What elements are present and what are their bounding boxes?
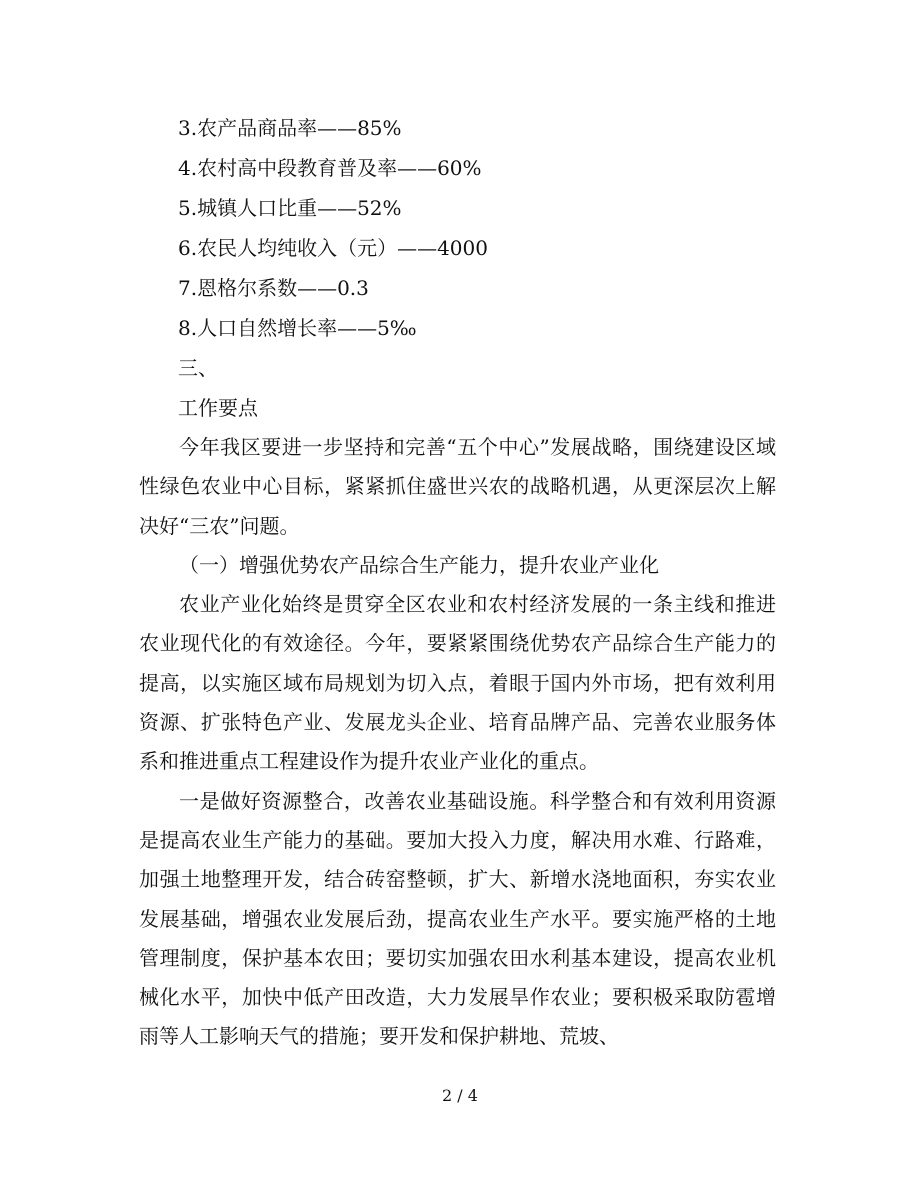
document-body <box>139 108 776 1057</box>
page-number: 2 / 4 <box>442 1086 478 1105</box>
section-number: 三、 <box>178 356 218 380</box>
paragraph-intro: 今年我区要进一步坚持和完善“五个中心”发展战略，围绕建设区域性绿色农业中心目标，紧紧抓住盛世兴农的战略机遇，从更深层次上解决好“三农”问题。 <box>139 435 776 538</box>
paragraph-resource-integration: 一是做好资源整合，改善农业基础设施。科学整合和有效利用资源是提高农业生产能力的基础。要加大投入力度，解决用水难、行路难，加强土地整理开发，结合砖窑整顿，扩大、新增水浇地面积，夯实农业发展基础，增强农业发展后劲，提高农业生产水平。要实施严格的土地管理制度，保护基本农田；要切实加强农田水利基本建设，提高农业机械化水平，加快中低产田改造，大力发展旱作农业；要积极采取防雹增雨等人工影响天气的措施；要开发和保护耕地、荒坡、 <box>139 788 776 1049</box>
list-item-target-4: 4.农村高中段教育普及率——60% <box>178 156 482 180</box>
paragraph-block <box>139 428 776 1057</box>
paragraph-industrialization: 农业产业化始终是贯穿全区农业和农村经济发展的一条主线和推进农业现代化的有效途径。今年，要紧紧围绕优势农产品综合生产能力的提高，以实施区域布局规划为切入点，着眼于国内外市场，把有效利用资源、扩张特色产业、发展龙头企业、培育品牌产品、完善农业服务体系和推进重点工程建设作为提升农业产业化的重点。 <box>139 592 776 774</box>
section-title: 工作要点 <box>178 396 258 420</box>
list-item-target-5: 5.城镇人口比重——52% <box>178 196 402 220</box>
list-item-target-3: 3.农产品商品率——85% <box>178 116 402 140</box>
list-item-target-7: 7.恩格尔系数——0.3 <box>178 276 369 300</box>
list-item-target-6: 6.农民人均纯收入（元）——4000 <box>178 236 488 260</box>
subsection-heading: （一）增强优势农产品综合生产能力，提升农业产业化 <box>179 552 659 577</box>
list-item-target-8: 8.人口自然增长率——5‰ <box>178 316 417 340</box>
